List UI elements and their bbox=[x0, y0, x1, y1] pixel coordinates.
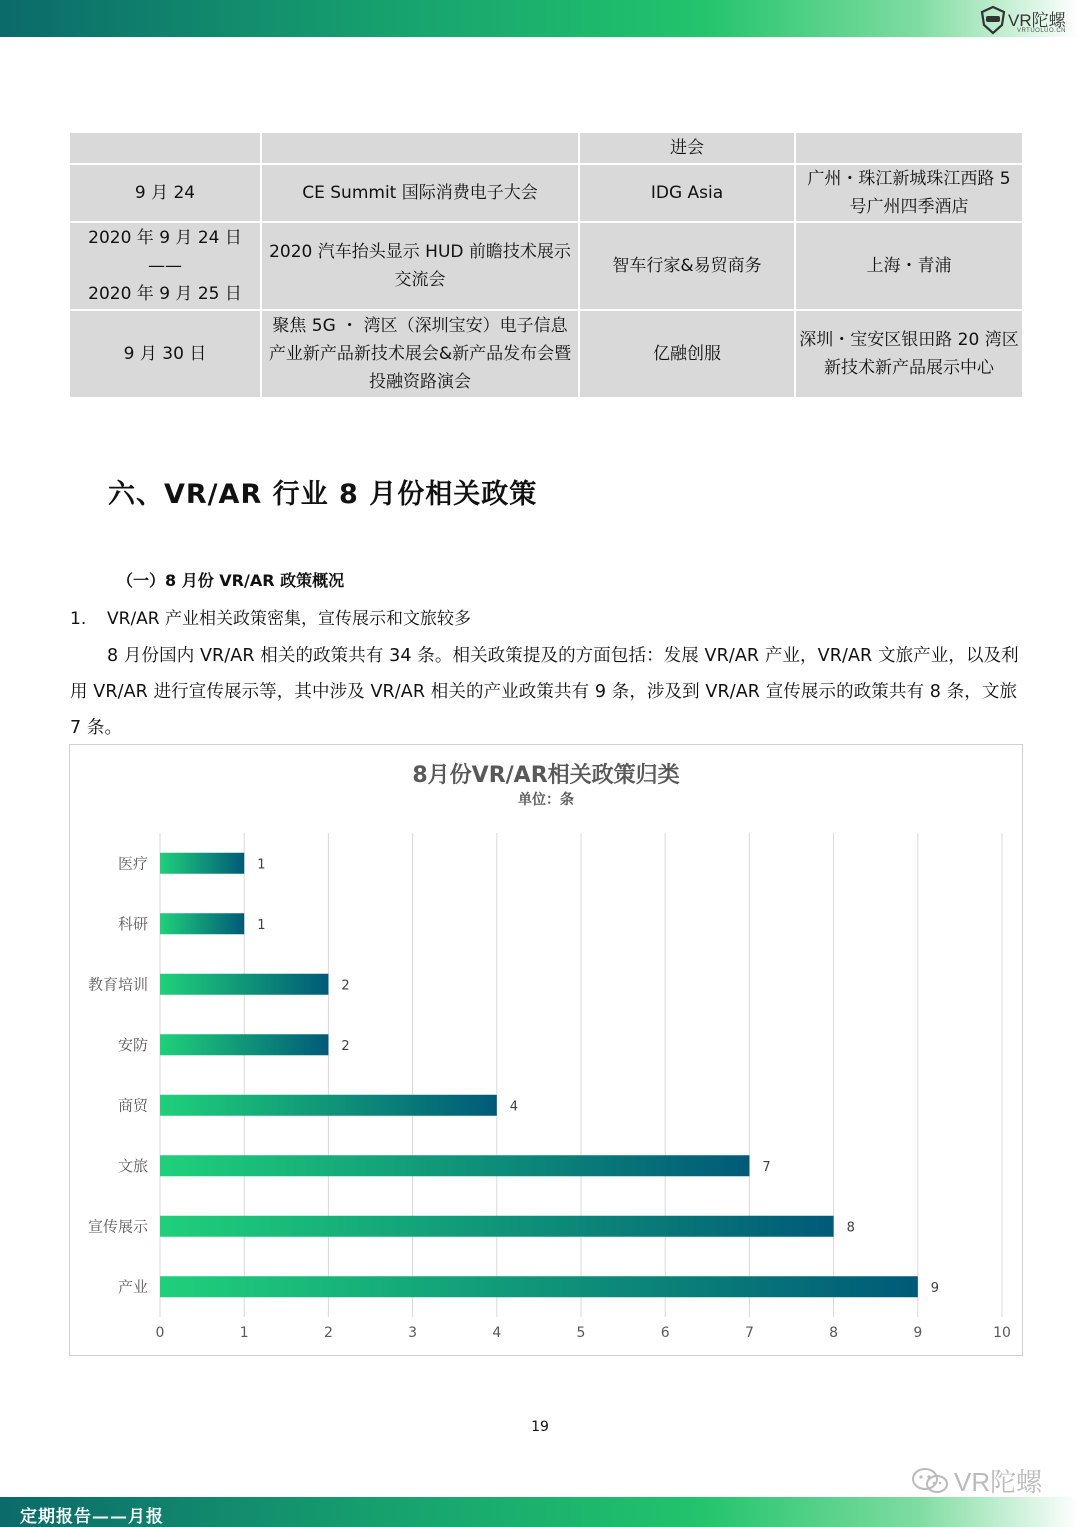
data-label: 1 bbox=[257, 857, 266, 873]
category-label: 宣传展示 bbox=[87, 1217, 148, 1236]
bar-宣传展示 bbox=[160, 1216, 834, 1237]
bar-商贸 bbox=[160, 1095, 497, 1116]
body-paragraph: 8 月份国内 VR/AR 相关的政策共有 34 条。相关政策提及的方面包括：发展 VR/AR 产业，VR/AR 文旅产业，以及利用 VR/AR 进行宣传展示等，其中涉及 VR/AR 相关的产业政策共有 9 条，涉及到 VR/AR 宣传展示的政策共有 8 条，文旅 7 条。 bbox=[70, 646, 1019, 738]
table-cell: 智车行家&易贸商务 bbox=[580, 223, 794, 309]
table-cell: CE Summit 国际消费电子大会 bbox=[262, 165, 578, 221]
events-table bbox=[68, 131, 1024, 399]
table-cell: 上海・青浦 bbox=[796, 223, 1022, 309]
page-number: 19 bbox=[531, 1419, 549, 1435]
data-label: 2 bbox=[341, 978, 350, 994]
category-label: 商贸 bbox=[117, 1096, 148, 1115]
bar-chart bbox=[70, 745, 1022, 1355]
brand-logo bbox=[980, 3, 1070, 37]
table-cell: 2020 汽车抬头显示 HUD 前瞻技术展示交流会 bbox=[262, 223, 578, 309]
wechat-icon bbox=[910, 1466, 950, 1496]
category-label: 科研 bbox=[117, 914, 148, 933]
x-tick-label: 0 bbox=[155, 1325, 165, 1341]
table-cell: IDG Asia bbox=[580, 165, 794, 221]
data-label: 7 bbox=[762, 1159, 771, 1175]
table-cell: 9 月 24 bbox=[70, 165, 260, 221]
watermark-text: VR陀螺 bbox=[954, 1467, 1043, 1497]
x-tick-label: 8 bbox=[829, 1325, 839, 1341]
logo-subtext: VRTUOLUO.CN bbox=[1016, 28, 1066, 34]
section-title: 六、VR/AR 行业 8 月份相关政策 bbox=[108, 479, 538, 510]
point-number: 1. bbox=[70, 609, 87, 629]
table-cell: 9 月 30 日 bbox=[70, 311, 260, 397]
x-tick-label: 9 bbox=[913, 1325, 923, 1341]
logo-text: VR陀螺 bbox=[1008, 10, 1066, 30]
policy-chart bbox=[69, 744, 1023, 1356]
x-tick-label: 4 bbox=[492, 1325, 502, 1341]
category-label: 安防 bbox=[117, 1035, 148, 1054]
subsection-heading: （一）8 月份 VR/AR 政策概况 bbox=[117, 571, 345, 590]
category-label: 产业 bbox=[117, 1277, 148, 1296]
table-cell bbox=[70, 133, 260, 163]
chart-subtitle: 单位：条 bbox=[518, 792, 574, 808]
watermark bbox=[910, 1462, 1042, 1499]
x-tick-label: 7 bbox=[744, 1325, 754, 1341]
bar-医疗 bbox=[160, 853, 244, 874]
table-cell: 聚焦 5G ・ 湾区（深圳宝安）电子信息产业新产品新技术展会&新产品发布会暨投融资路演会 bbox=[262, 311, 578, 397]
category-label: 文旅 bbox=[117, 1156, 148, 1175]
date-line: 2020 年 9 月 24 日 bbox=[88, 228, 242, 248]
x-tick-label: 10 bbox=[993, 1325, 1011, 1341]
table-cell: 亿融创服 bbox=[580, 311, 794, 397]
bars bbox=[160, 853, 918, 1298]
x-tick-label: 1 bbox=[239, 1325, 249, 1341]
data-label: 9 bbox=[930, 1280, 940, 1296]
x-tick-label: 3 bbox=[408, 1325, 418, 1341]
bar-科研 bbox=[160, 913, 244, 934]
point-item bbox=[70, 604, 471, 629]
table-cell: 进会 bbox=[580, 133, 794, 163]
bar-教育培训 bbox=[160, 974, 328, 995]
point-text: VR/AR 产业相关政策密集，宣传展示和文旅较多 bbox=[107, 609, 472, 629]
data-label: 8 bbox=[846, 1220, 855, 1236]
bar-产业 bbox=[160, 1276, 918, 1297]
data-label: 1 bbox=[257, 917, 266, 933]
category-label: 教育培训 bbox=[87, 975, 148, 994]
date-line: —— bbox=[148, 256, 182, 276]
date-line: 2020 年 9 月 25 日 bbox=[88, 284, 242, 304]
table-row bbox=[70, 311, 1022, 397]
x-tick-label: 2 bbox=[323, 1325, 333, 1341]
table-cell: 广州・珠江新城珠江西路 5 号广州四季酒店 bbox=[796, 165, 1022, 221]
table-cell bbox=[796, 133, 1022, 163]
x-tick-label: 5 bbox=[576, 1325, 586, 1341]
footer-label: 定期报告——月报 bbox=[20, 1507, 164, 1527]
table-cell: 深圳・宝安区银田路 20 湾区新技术新产品展示中心 bbox=[796, 311, 1022, 397]
table-row bbox=[70, 223, 1022, 309]
x-tick-label: 6 bbox=[660, 1325, 670, 1341]
table-row bbox=[70, 133, 1022, 163]
helmet-icon bbox=[980, 5, 1006, 35]
gridlines bbox=[160, 833, 1002, 1317]
table-cell bbox=[70, 223, 260, 309]
category-label: 医疗 bbox=[117, 854, 148, 873]
data-label: 2 bbox=[341, 1038, 350, 1054]
bar-文旅 bbox=[160, 1155, 749, 1176]
table-cell bbox=[262, 133, 578, 163]
chart-title: 8月份VR/AR相关政策归类 bbox=[412, 763, 680, 788]
header-band bbox=[0, 0, 1080, 37]
bar-安防 bbox=[160, 1034, 328, 1055]
data-label: 4 bbox=[509, 1099, 519, 1115]
table-row bbox=[70, 165, 1022, 221]
